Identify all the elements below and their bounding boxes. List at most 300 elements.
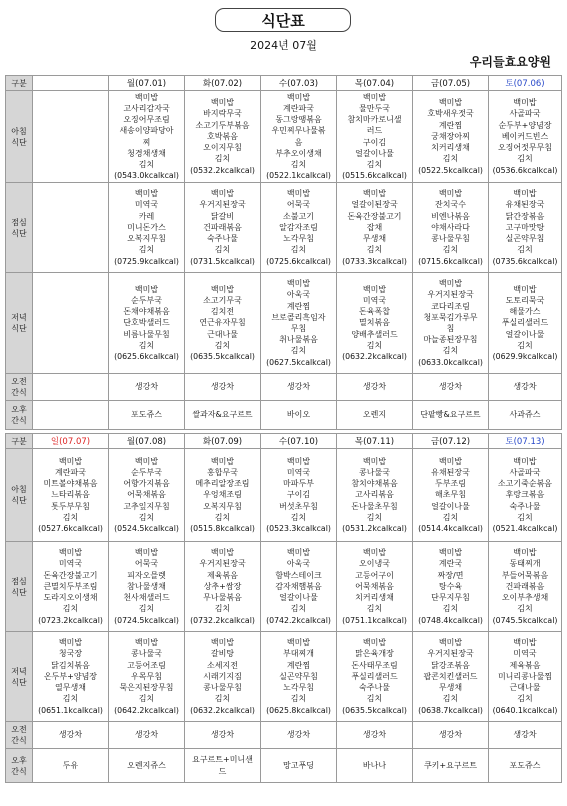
menu-cell bbox=[413, 183, 489, 273]
menu-line: 백미밥 bbox=[362, 189, 387, 199]
menu-line: (0635.5kcalkcal) bbox=[342, 705, 407, 715]
menu-line: (0735.6kcalkcal) bbox=[492, 256, 558, 266]
menu-line: 김치 bbox=[62, 694, 79, 704]
menu-items bbox=[489, 381, 561, 392]
menu-line: 참나물생채 bbox=[127, 581, 166, 591]
menu-line: 우목무침 bbox=[131, 671, 162, 681]
menu-items bbox=[337, 729, 412, 740]
menu-line: 얼갈이된장국 bbox=[351, 200, 398, 210]
menu-line: 미역국 bbox=[134, 200, 159, 210]
menu-line: 김치 bbox=[517, 512, 533, 522]
menu-line: 백미밥 bbox=[513, 548, 537, 558]
day-header: 금(07.05) bbox=[413, 76, 489, 91]
day-header: 토(07.13) bbox=[489, 434, 562, 449]
menu-line: 어향가지볶음 bbox=[123, 479, 170, 489]
menu-line: 순두부+양념장 bbox=[498, 120, 552, 130]
menu-cell bbox=[261, 401, 337, 430]
menu-items bbox=[185, 97, 260, 175]
menu-line: 우거지된장국 bbox=[427, 649, 474, 659]
menu-line: (0523.3kcalkcal) bbox=[266, 524, 331, 533]
menu-line: 노각무침 bbox=[283, 683, 314, 693]
menu-line: 호박새우젓국 bbox=[427, 109, 474, 119]
menu-line: 치커리생채 bbox=[431, 143, 470, 153]
menu-line: (0531.2kcalkcal) bbox=[342, 524, 407, 533]
menu-line: 생강차 bbox=[286, 382, 311, 392]
menu-cell bbox=[261, 632, 337, 722]
menu-line: 참치마카로니샐 bbox=[347, 115, 402, 125]
menu-cell bbox=[413, 91, 489, 183]
menu-line: 돈육폭찹 bbox=[359, 307, 390, 317]
menu-line: 백미밥 bbox=[438, 98, 463, 108]
menu-line: (0745.5kcalkcal) bbox=[492, 615, 558, 625]
menu-line: 오렌지 bbox=[362, 410, 387, 420]
menu-items bbox=[413, 97, 488, 175]
meal-label bbox=[6, 273, 33, 374]
menu-cell bbox=[337, 722, 413, 749]
menu-line: (0524.5kcalkcal) bbox=[114, 524, 179, 533]
menu-items bbox=[337, 284, 412, 362]
menu-line: 우엉채조림 bbox=[203, 490, 242, 500]
menu-line: 김치 bbox=[138, 245, 155, 255]
menu-line: (0514.4kcalkcal) bbox=[418, 524, 483, 533]
menu-line: 푸실리샐러드 bbox=[351, 671, 398, 681]
menu-cell bbox=[33, 91, 109, 183]
menu-cell bbox=[185, 542, 261, 632]
menu-line: (0532.2kcalkcal) bbox=[190, 165, 255, 175]
menu-line: 미니리콩나물찜 bbox=[497, 671, 553, 681]
menu-line: 백미밥 bbox=[134, 638, 159, 648]
menu-cell bbox=[261, 722, 337, 749]
menu-line: 제육볶음 bbox=[509, 660, 541, 670]
menu-items bbox=[33, 729, 108, 740]
menu-line: 감자채햄볶음 bbox=[275, 581, 322, 591]
menu-line: 두유 bbox=[62, 760, 79, 770]
menu-line: 탕수육 bbox=[438, 581, 463, 591]
menu-line: 콩나물국 bbox=[359, 467, 390, 477]
menu-items bbox=[337, 760, 412, 771]
meal-label-line: 간식 bbox=[11, 766, 27, 776]
menu-line: 백미밥 bbox=[58, 548, 83, 558]
menu-line: 실곤약무침 bbox=[505, 234, 545, 244]
menu-items bbox=[413, 547, 488, 625]
menu-cell bbox=[109, 749, 185, 783]
menu-line: 참치야채볶음 bbox=[351, 479, 398, 489]
menu-line: 톳두부무침 bbox=[51, 501, 90, 511]
menu-items bbox=[185, 409, 260, 420]
menu-line: 미트볼야채볶음 bbox=[43, 479, 98, 489]
menu-line: 부들어묵볶음 bbox=[501, 570, 549, 580]
menu-line: 물만두국 bbox=[359, 103, 390, 113]
meal-label-line: 식단 bbox=[11, 587, 27, 597]
menu-line: (0725.9kcalkcal) bbox=[114, 256, 179, 266]
menu-line: (0625.6kcalkcal) bbox=[114, 352, 179, 361]
menu-line: 김치 bbox=[290, 159, 307, 169]
menu-cell bbox=[413, 374, 489, 401]
menu-line: 구이김 bbox=[286, 490, 311, 500]
menu-items bbox=[489, 637, 561, 715]
day-header: 목(07.04) bbox=[337, 76, 413, 91]
menu-cell bbox=[337, 632, 413, 722]
menu-line: 소세지전 bbox=[207, 660, 238, 670]
menu-items bbox=[337, 547, 412, 625]
menu-cell bbox=[337, 273, 413, 374]
menu-cell bbox=[33, 722, 109, 749]
menu-line: 미역국 bbox=[362, 295, 387, 305]
menu-line: 김치 bbox=[442, 245, 459, 255]
menu-line: 호박볶음 bbox=[207, 131, 238, 141]
day-header: 화(07.09) bbox=[185, 434, 261, 449]
meal-label bbox=[6, 722, 33, 749]
menu-line: 돈육간장불고기 bbox=[347, 211, 402, 221]
menu-line: 김치 bbox=[442, 512, 459, 522]
menu-line: (0515.6kcalkcal) bbox=[342, 171, 407, 181]
menu-line: 도토리묵국 bbox=[505, 295, 545, 305]
menu-line: 음 bbox=[294, 137, 303, 147]
menu-line: 백미밥 bbox=[210, 98, 235, 108]
menu-line: 김치 bbox=[214, 694, 231, 704]
menu-line: 김치 bbox=[366, 159, 383, 169]
menu-items bbox=[489, 729, 561, 740]
menu-line: 쿠키+요구르트 bbox=[423, 760, 478, 770]
menu-line: 오징어무조림 bbox=[123, 115, 170, 125]
menu-cell bbox=[109, 401, 185, 430]
menu-line: 백미밥 bbox=[210, 548, 235, 558]
menu-line: 느타리볶음 bbox=[51, 490, 90, 500]
menu-line: 버섯초무침 bbox=[279, 501, 318, 511]
menu-line: 백미밥 bbox=[210, 284, 235, 294]
day-header: 일(07.07) bbox=[33, 434, 109, 449]
menu-line: 김치 bbox=[138, 694, 155, 704]
meal-plan-body bbox=[6, 76, 562, 783]
menu-cell bbox=[413, 542, 489, 632]
menu-line: 계란찜 bbox=[438, 120, 463, 130]
menu-cell bbox=[489, 401, 562, 430]
menu-line: 팝콘치킨샐러드 bbox=[423, 671, 478, 681]
meal-label-line: 점심 bbox=[11, 576, 27, 586]
meal-label-line: 간식 bbox=[11, 736, 27, 745]
menu-line: 맑은육개장 bbox=[355, 649, 394, 659]
menu-items bbox=[261, 409, 336, 420]
menu-line: 콩나물국 bbox=[131, 649, 162, 659]
menu-line: 계란파국 bbox=[55, 467, 86, 477]
menu-cell bbox=[337, 542, 413, 632]
menu-line: 야채사라다 bbox=[431, 222, 470, 232]
menu-line: 백미밥 bbox=[362, 456, 387, 466]
menu-line: 백미밥 bbox=[286, 456, 311, 466]
menu-items bbox=[185, 729, 260, 740]
menu-line: 김치 bbox=[290, 604, 307, 614]
menu-line: (0733.3kcalkcal) bbox=[342, 256, 407, 266]
menu-items bbox=[109, 92, 184, 182]
menu-cell bbox=[261, 542, 337, 632]
menu-line: 오복지무침 bbox=[127, 234, 166, 244]
menu-line: (0521.4kcalkcal) bbox=[492, 524, 558, 533]
meal-label-line: 간식 bbox=[11, 388, 27, 397]
menu-line: 잡채 bbox=[366, 222, 383, 232]
menu-line: 드 bbox=[218, 766, 227, 776]
menu-cell bbox=[337, 374, 413, 401]
menu-line: 백미밥 bbox=[362, 638, 387, 648]
menu-month: 2024년 07월 bbox=[250, 39, 317, 52]
menu-line: 묵은지된장무침 bbox=[119, 683, 174, 693]
menu-line: 백미밥 bbox=[286, 189, 311, 199]
menu-items bbox=[413, 729, 488, 740]
meal-label-line: 아침 bbox=[11, 485, 27, 494]
meal-plan-table bbox=[5, 75, 562, 783]
menu-items bbox=[337, 92, 412, 182]
meal-label bbox=[6, 449, 33, 542]
day-header: 수(07.10) bbox=[261, 434, 337, 449]
menu-line: 망고푸딩 bbox=[283, 760, 314, 770]
menu-line: 백미밥 bbox=[134, 92, 159, 102]
menu-line: 김치전 bbox=[210, 307, 235, 317]
menu-line: (0515.8kcalkcal) bbox=[190, 524, 255, 533]
menu-line: (0629.9kcalkcal) bbox=[492, 352, 558, 361]
menu-items bbox=[413, 637, 488, 715]
menu-line: 오이냉국 bbox=[359, 559, 390, 569]
menu-items bbox=[185, 456, 260, 534]
menu-cell bbox=[489, 183, 562, 273]
meal-label bbox=[6, 632, 33, 722]
menu-line: 청포묵김가루무 bbox=[423, 312, 478, 322]
menu-cell bbox=[33, 401, 109, 430]
menu-items bbox=[261, 381, 336, 392]
header-label: 구분 bbox=[6, 76, 33, 91]
menu-cell bbox=[33, 749, 109, 783]
menu-line: 치커리생채 bbox=[355, 593, 394, 603]
menu-line: 백미밥 bbox=[286, 279, 311, 289]
menu-items bbox=[185, 381, 260, 392]
menu-items bbox=[413, 188, 488, 266]
menu-line: 짜장/면 bbox=[437, 570, 464, 580]
menu-line: (0651.1kcalkcal) bbox=[38, 705, 103, 715]
menu-line: (0632.2kcalkcal) bbox=[190, 705, 255, 715]
menu-line: (0632.2kcalkcal) bbox=[342, 352, 407, 361]
menu-items bbox=[185, 637, 260, 715]
menu-line: 큰멸치두부조림 bbox=[43, 581, 98, 591]
menu-line: 콩나물무침 bbox=[431, 234, 470, 244]
menu-line: 계란찜 bbox=[286, 660, 311, 670]
menu-line: 소고기무국 bbox=[203, 295, 242, 305]
menu-line: 동태찌개 bbox=[509, 559, 541, 569]
menu-cell bbox=[185, 273, 261, 374]
menu-line: 온두부+양념장 bbox=[43, 671, 98, 681]
menu-cell bbox=[109, 91, 185, 183]
menu-line: 무나물볶음 bbox=[203, 593, 242, 603]
menu-cell bbox=[33, 449, 109, 542]
menu-line: 백미밥 bbox=[210, 456, 235, 466]
menu-line: 김치 bbox=[138, 159, 155, 169]
menu-line: 돈채야채볶음 bbox=[123, 307, 170, 317]
menu-line: 백미밥 bbox=[134, 284, 159, 294]
menu-cell bbox=[489, 273, 562, 374]
menu-line: 닭갈비 bbox=[210, 211, 235, 221]
menu-line: 오징어젓무무침 bbox=[497, 143, 553, 153]
menu-line: 김치 bbox=[290, 346, 307, 356]
menu-line: 백미밥 bbox=[362, 548, 387, 558]
menu-line: 소고기두부볶음 bbox=[195, 120, 250, 130]
menu-line: (0522.5kcalkcal) bbox=[418, 165, 483, 175]
menu-line: 백미밥 bbox=[438, 456, 463, 466]
menu-line: 김치 bbox=[517, 245, 533, 255]
menu-line: 메추리알장조림 bbox=[195, 479, 250, 489]
menu-line: 마파두부 bbox=[283, 479, 314, 489]
menu-cell bbox=[337, 401, 413, 430]
day-header: 화(07.02) bbox=[185, 76, 261, 91]
menu-line: 상추+쌈장 bbox=[203, 581, 242, 591]
menu-items bbox=[337, 409, 412, 420]
menu-line: 김치 bbox=[442, 346, 459, 356]
menu-line: 백미밥 bbox=[513, 284, 537, 294]
menu-items bbox=[185, 188, 260, 266]
menu-line: 고구마맛탕 bbox=[505, 222, 545, 232]
menu-line: 천사채샐러드 bbox=[123, 593, 170, 603]
menu-line: 청경채생채 bbox=[127, 148, 166, 158]
menu-cell bbox=[413, 749, 489, 783]
menu-items bbox=[261, 188, 336, 266]
menu-line: 미역국 bbox=[513, 649, 537, 659]
menu-line: 김치 bbox=[366, 340, 383, 350]
menu-line: (0638.7kcalkcal) bbox=[418, 705, 483, 715]
menu-items bbox=[109, 637, 184, 715]
menu-line: 오이지무침 bbox=[203, 143, 242, 153]
menu-line: 백미밥 bbox=[362, 284, 387, 294]
menu-line: 오렌지쥬스 bbox=[127, 760, 166, 770]
menu-items bbox=[33, 547, 108, 625]
menu-line: 돈나물초무침 bbox=[351, 501, 398, 511]
menu-items bbox=[261, 637, 336, 715]
menu-line: (0527.6kcalkcal) bbox=[38, 524, 103, 533]
menu-line: (0640.1kcalkcal) bbox=[492, 705, 558, 715]
menu-items bbox=[337, 188, 412, 266]
menu-line: (0751.1kcalkcal) bbox=[342, 615, 407, 625]
menu-line: 김치 bbox=[290, 694, 307, 704]
menu-items bbox=[185, 547, 260, 625]
menu-cell bbox=[337, 749, 413, 783]
menu-line: 어묵채볶음 bbox=[355, 581, 394, 591]
menu-cell bbox=[109, 632, 185, 722]
menu-line: 백미밥 bbox=[362, 92, 387, 102]
menu-line: 백미밥 bbox=[513, 98, 537, 108]
menu-line: 김치 bbox=[290, 512, 307, 522]
menu-cell bbox=[489, 722, 562, 749]
menu-items bbox=[261, 760, 336, 771]
menu-line: 바나나 bbox=[362, 760, 387, 770]
menu-line: 김치 bbox=[62, 512, 79, 522]
menu-line: 얼갈이나물 bbox=[431, 501, 470, 511]
menu-line: 백미밥 bbox=[513, 189, 537, 199]
menu-line: 어묵채볶음 bbox=[127, 490, 166, 500]
meal-label bbox=[6, 401, 33, 430]
meal-label-line: 식단 bbox=[11, 137, 27, 147]
menu-cell bbox=[185, 632, 261, 722]
menu-line: 무생채 bbox=[362, 234, 387, 244]
menu-items bbox=[109, 284, 184, 362]
menu-line: (0715.6kcalkcal) bbox=[418, 256, 483, 266]
menu-line: 비엔나볶음 bbox=[431, 211, 470, 221]
menu-cell bbox=[261, 91, 337, 183]
menu-line: 바지락무국 bbox=[203, 109, 242, 119]
menu-cell bbox=[109, 273, 185, 374]
menu-line: (0522.1kcalkcal) bbox=[266, 171, 331, 181]
menu-line: 바이오 bbox=[286, 410, 311, 420]
menu-line: 어묵국 bbox=[134, 559, 159, 569]
menu-line: 우거지된장국 bbox=[199, 559, 246, 569]
menu-line: 해물가스 bbox=[509, 307, 541, 317]
organization-name: 우리들효요양원 bbox=[469, 55, 551, 69]
menu-line: 포도쥬스 bbox=[509, 760, 541, 770]
meal-label-line: 점심 bbox=[11, 217, 27, 227]
menu-line: 양배추샐러드 bbox=[351, 329, 398, 339]
menu-line: 고등어조림 bbox=[127, 660, 166, 670]
menu-cell bbox=[261, 183, 337, 273]
menu-line: 백미밥 bbox=[513, 638, 537, 648]
menu-line: 생강차 bbox=[438, 382, 463, 392]
meal-label bbox=[6, 91, 33, 183]
menu-line: 알감자조림 bbox=[279, 222, 318, 232]
menu-line: (0723.2kcalkcal) bbox=[38, 615, 103, 625]
menu-line: (0625.8kcalkcal) bbox=[266, 705, 331, 715]
menu-items bbox=[489, 409, 561, 420]
day-header: 금(07.12) bbox=[413, 434, 489, 449]
menu-items bbox=[413, 381, 488, 392]
menu-line: 생강차 bbox=[362, 730, 387, 740]
menu-line: 건파래볶음 bbox=[203, 222, 242, 232]
menu-line: 노각무침 bbox=[283, 234, 314, 244]
menu-line: 도라지오이생채 bbox=[43, 593, 98, 603]
menu-line: 구이김 bbox=[362, 137, 387, 147]
day-header bbox=[33, 76, 109, 91]
menu-cell bbox=[185, 183, 261, 273]
menu-cell bbox=[261, 449, 337, 542]
menu-line: 김치 bbox=[517, 694, 533, 704]
menu-line: 어묵국 bbox=[286, 200, 311, 210]
menu-line: 잔치국수 bbox=[435, 200, 466, 210]
menu-cell bbox=[261, 273, 337, 374]
day-header: 토(07.06) bbox=[489, 76, 562, 91]
menu-line: 생강차 bbox=[513, 730, 537, 740]
meal-label-line: 식단 bbox=[11, 677, 27, 687]
menu-line: 김치 bbox=[517, 604, 533, 614]
menu-line: 건파래볶음 bbox=[505, 581, 545, 591]
menu-line: 피자오믈렛 bbox=[127, 570, 166, 580]
menu-items bbox=[413, 456, 488, 534]
menu-line: 푸실리샐러드 bbox=[501, 318, 549, 328]
title-text: 식단표 bbox=[261, 11, 305, 30]
menu-line: 김치 bbox=[442, 604, 459, 614]
menu-line: 생강차 bbox=[513, 382, 537, 392]
menu-line: 숙주나물 bbox=[509, 501, 541, 511]
menu-line: 생강차 bbox=[58, 730, 83, 740]
menu-line: 단팥빵&요구르트 bbox=[420, 410, 481, 420]
menu-line: 얼갈이나물 bbox=[505, 329, 545, 339]
menu-items bbox=[33, 760, 108, 771]
menu-line: 백미밥 bbox=[438, 548, 463, 558]
menu-line: 김치 bbox=[442, 154, 459, 164]
menu-line: 백미밥 bbox=[134, 189, 159, 199]
menu-line: 미역국 bbox=[58, 559, 83, 569]
menu-line: 오복지무침 bbox=[203, 501, 242, 511]
menu-line: 김치 bbox=[138, 340, 155, 350]
menu-line: 브로콜리흑임자 bbox=[271, 312, 326, 322]
menu-line: 연근유자무침 bbox=[199, 318, 246, 328]
menu-items bbox=[109, 188, 184, 266]
menu-line: 미역국 bbox=[286, 467, 311, 477]
menu-items bbox=[33, 456, 108, 534]
menu-line: 백미밥 bbox=[58, 456, 83, 466]
menu-cell bbox=[33, 374, 109, 401]
menu-cell bbox=[489, 374, 562, 401]
